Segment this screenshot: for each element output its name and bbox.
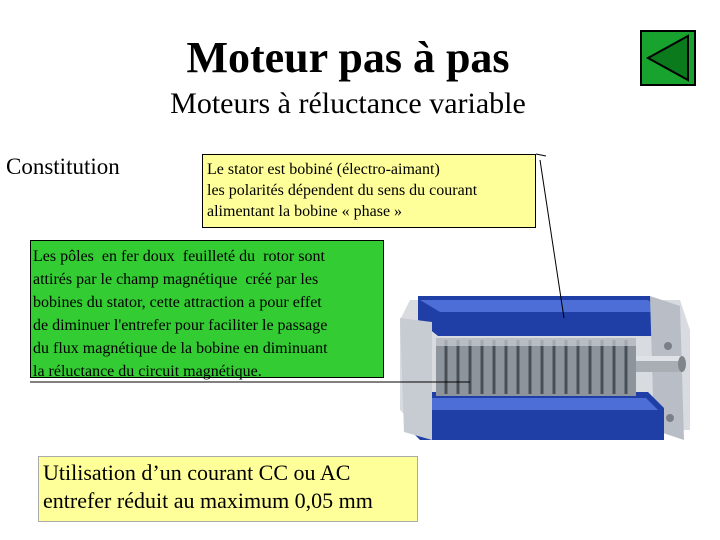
usage-note-line: entrefer réduit au maximum 0,05 mm — [43, 488, 373, 513]
slide-subtitle: Moteurs à réluctance variable — [170, 87, 526, 120]
stator-note-line: les polarités dépendent du sens du courant — [207, 182, 478, 199]
stator-note-line: alimentant la bobine « phase » — [207, 203, 403, 220]
stator-note-line: Le stator est bobiné (électro-aimant) — [207, 161, 440, 178]
slide-title: Moteur pas à pas — [186, 33, 510, 82]
rotor-note-line: Les pôles en fer doux feuilleté du rotor sont — [33, 248, 325, 265]
rotor-note-line: de diminuer l'entrefer pour faciliter le passage — [33, 317, 328, 334]
usage-note-line: Utilisation d’un courant CC ou AC — [43, 460, 351, 485]
stator-note — [202, 154, 536, 228]
rotor-note-line: bobines du stator, cette attraction a pour effet — [33, 294, 322, 311]
rotor-note-line: attirés par le champ magnétique créé par les — [33, 271, 319, 288]
usage-note — [38, 456, 418, 522]
section-label: Constitution — [6, 154, 120, 179]
rotor-note-line: la réluctance du circuit magnétique. — [33, 363, 262, 380]
rotor-note — [30, 240, 384, 378]
rotor-note-line: du flux magnétique de la bobine en diminuant — [33, 340, 328, 357]
